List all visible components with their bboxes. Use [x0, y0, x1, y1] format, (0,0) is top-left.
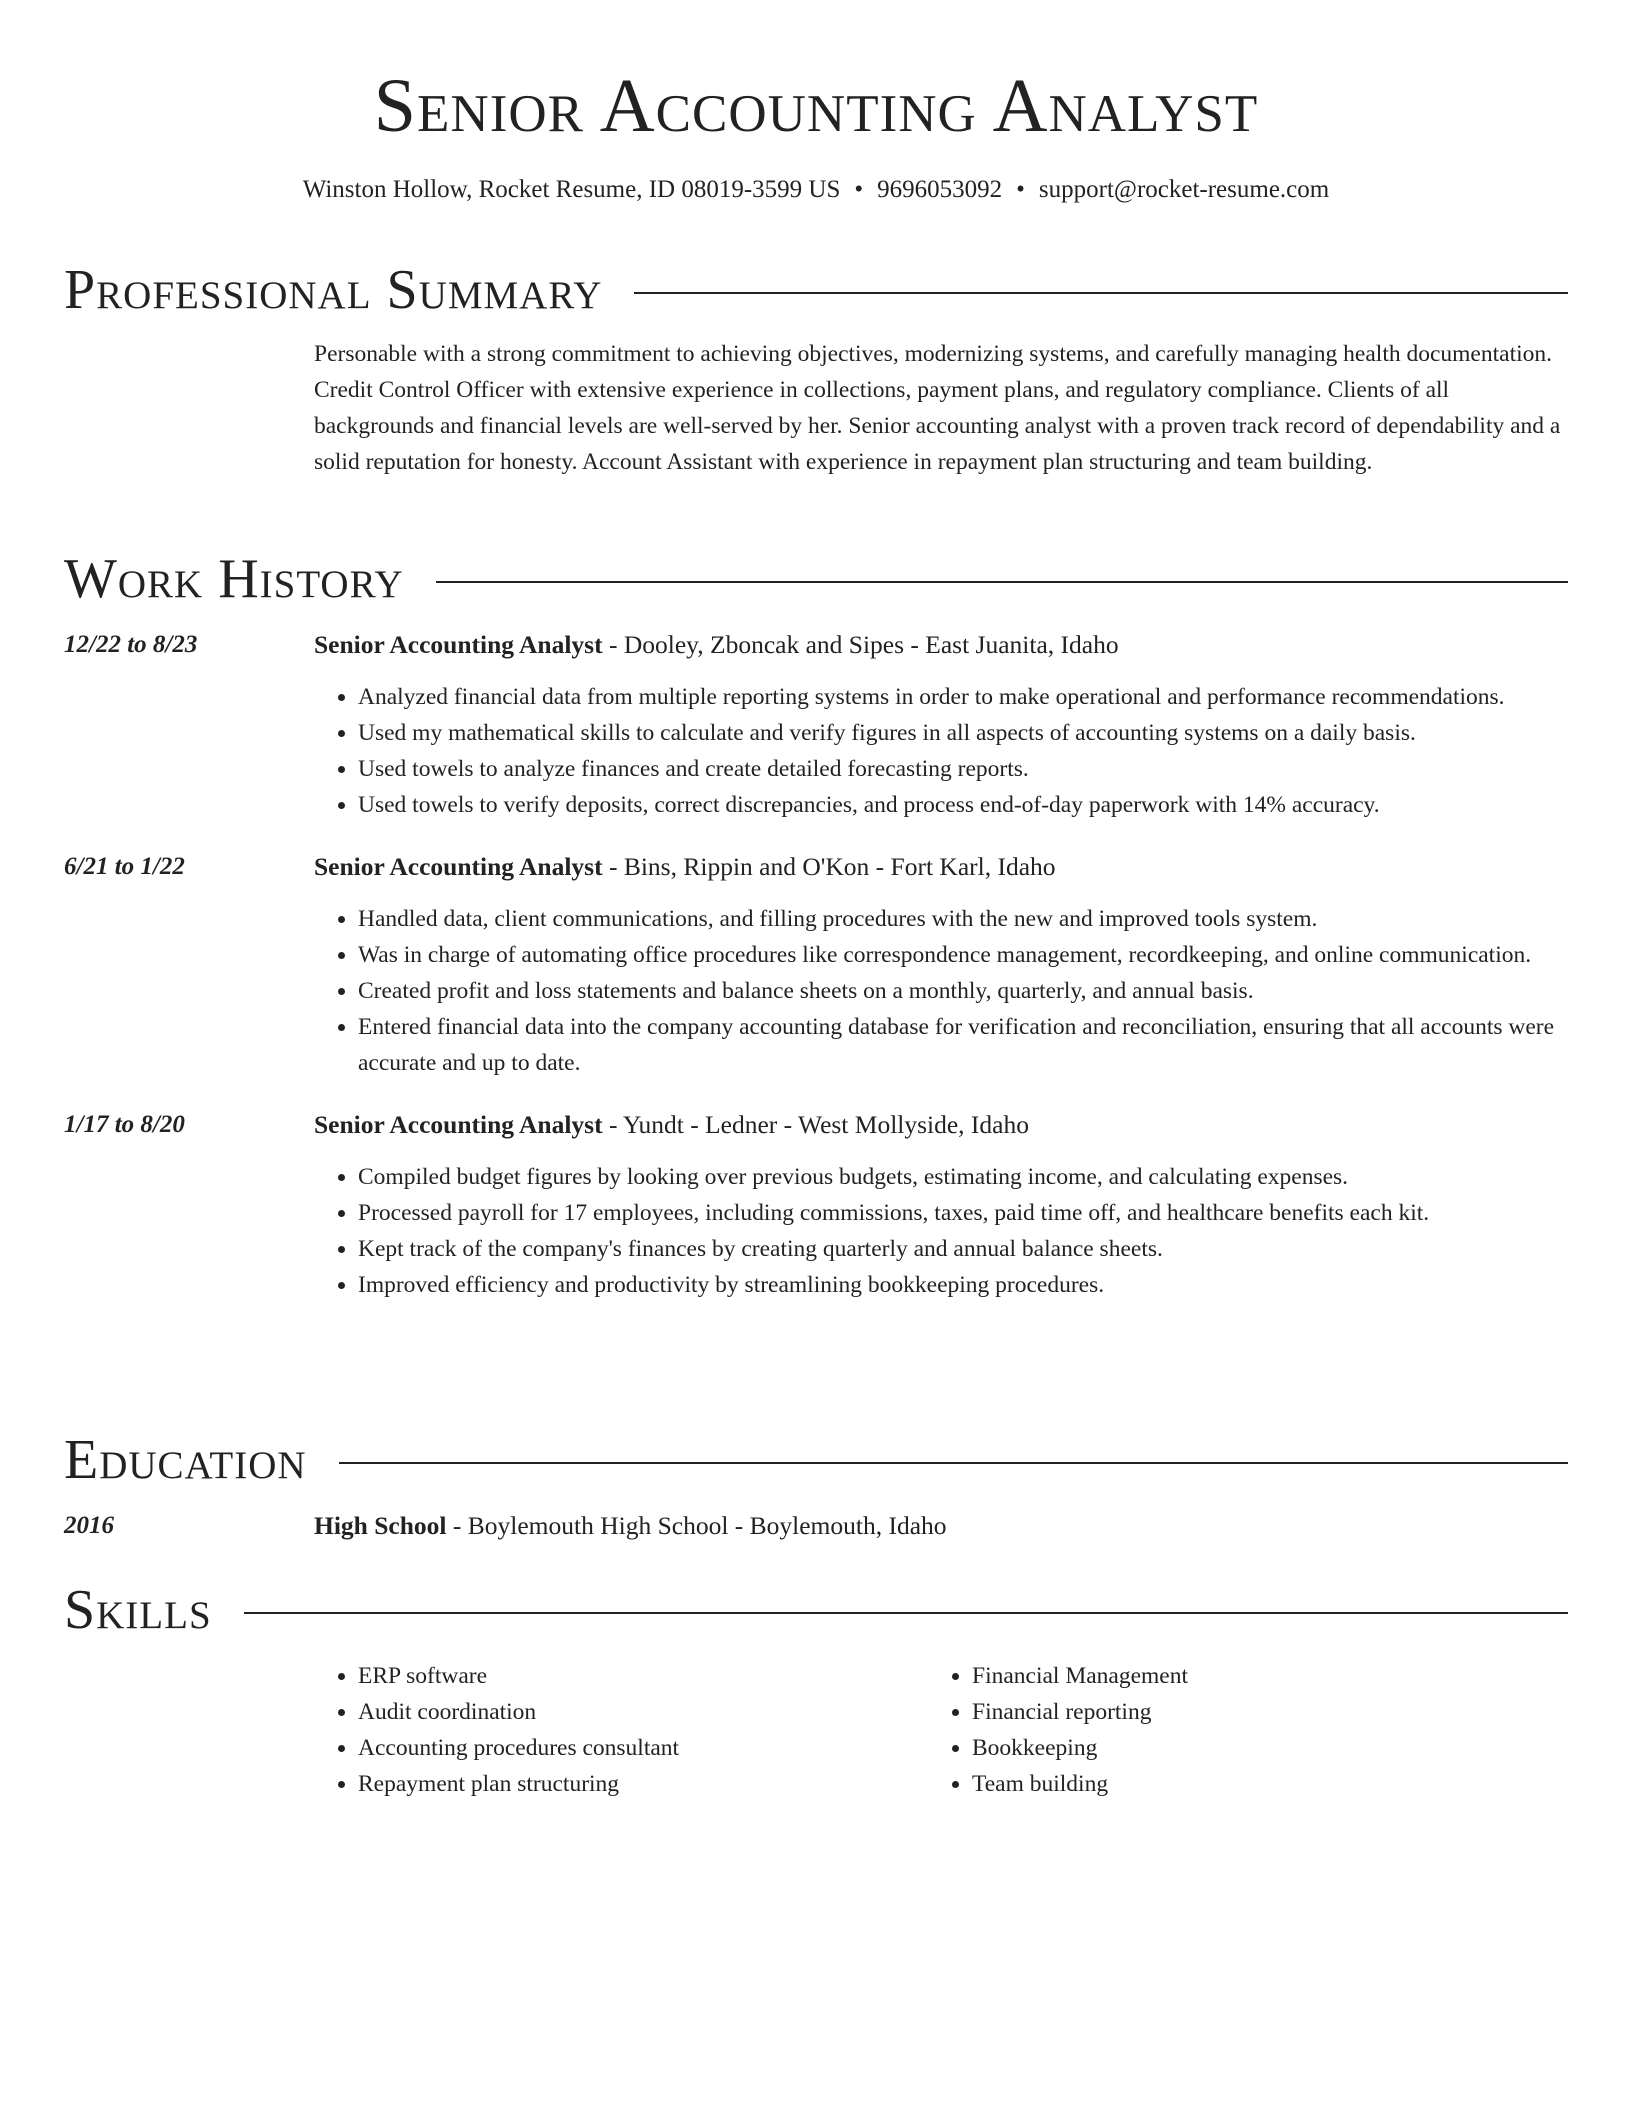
work-heading-row	[64, 547, 1568, 611]
skill-item: • Financial Management	[972, 1658, 1542, 1694]
job-bullet: • Used towels to verify deposits, correct discrepancies, and process end-of-day paperwork with 14% accuracy.	[358, 787, 1568, 823]
job-details: - Bins, Rippin and O'Kon - Fort Karl, Idaho	[602, 852, 1056, 881]
resume-name: Senior Accounting Analyst	[373, 64, 1259, 148]
job-title-line	[314, 627, 1568, 663]
job-title: Senior Accounting Analyst	[314, 630, 603, 659]
education-entry	[64, 1508, 1568, 1544]
contact-phone: 9696053092	[877, 176, 1003, 203]
job-bullet: • Compiled budget figures by looking over previous budgets, estimating income, and calculating expenses.	[358, 1159, 1568, 1195]
work-history-heading: Work History	[64, 548, 404, 610]
education-section	[64, 1428, 1568, 1544]
summary-heading: Professional Summary	[64, 259, 603, 321]
contact-separator: •	[1016, 176, 1025, 203]
contact-line	[64, 174, 1568, 206]
job-entry	[64, 849, 1568, 1081]
contact-address: Winston Hollow, Rocket Resume, ID 08019-3599 US	[302, 176, 841, 203]
summary-text: Personable with a strong commitment to achieving objectives, modernizing systems, and carefully managing health documentation. Credit Control Officer with extensive experience in collections, payment plans, and regulatory compliance. Clients of all backgrounds and financial levels are well-served by her. Senior accounting analyst with a proven track record of dependability and a solid reputation for honesty. Account Assistant with experience in repayment plan structuring and team building.	[314, 341, 1561, 475]
job-bullet: • Used my mathematical skills to calculate and verify figures in all aspects of accounting systems on a daily basis.	[358, 715, 1568, 751]
skills-column-left	[314, 1658, 928, 1802]
education-details: - Boylemouth High School - Boylemouth, Idaho	[446, 1511, 947, 1540]
skills-section	[64, 1578, 1568, 1802]
summary-section	[64, 258, 1568, 480]
contact-email: support@rocket-resume.com	[1038, 176, 1330, 203]
job-dates: 1/17 to 8/20	[64, 1111, 185, 1138]
skills-heading-row	[64, 1578, 1568, 1642]
job-bullet: • Was in charge of automating office procedures like correspondence management, recordkeeping, and online communication.	[358, 937, 1568, 973]
job-title-line	[314, 1107, 1568, 1143]
skill-item: • Audit coordination	[358, 1694, 928, 1730]
job-bullet: • Improved efficiency and productivity by streamlining bookkeeping procedures.	[358, 1267, 1568, 1303]
education-degree: High School	[314, 1511, 447, 1540]
job-bullet: • Handled data, client communications, and filling procedures with the new and improved tools system.	[358, 901, 1568, 937]
section-divider	[634, 292, 1568, 294]
skills-heading: Skills	[64, 1579, 212, 1641]
skills-column-right	[928, 1658, 1542, 1802]
skill-item: • Bookkeeping	[972, 1730, 1542, 1766]
section-divider	[244, 1612, 1568, 1614]
job-title: Senior Accounting Analyst	[314, 1110, 603, 1139]
job-title: Senior Accounting Analyst	[314, 852, 603, 881]
contact-separator: •	[854, 176, 864, 203]
job-bullets	[314, 679, 1568, 823]
skill-item: • Accounting procedures consultant	[358, 1730, 928, 1766]
skill-item: • ERP software	[358, 1658, 928, 1694]
job-bullet: • Analyzed financial data from multiple reporting systems in order to make operational and performance recommendations.	[358, 679, 1568, 715]
skill-item: • Team building	[972, 1766, 1542, 1802]
education-heading-row	[64, 1428, 1568, 1492]
education-heading: Education	[64, 1429, 307, 1491]
job-bullet: • Created profit and loss statements and balance sheets on a monthly, quarterly, and annual basis.	[358, 973, 1568, 1009]
job-bullet: • Used towels to analyze finances and create detailed forecasting reports.	[358, 751, 1568, 787]
section-divider	[339, 1462, 1568, 1464]
job-bullets	[314, 1159, 1568, 1303]
skill-item: • Financial reporting	[972, 1694, 1542, 1730]
summary-heading-row	[64, 258, 1568, 322]
job-dates: 6/21 to 1/22	[64, 853, 185, 880]
skill-item: • Repayment plan structuring	[358, 1766, 928, 1802]
work-history-section	[64, 547, 1568, 1303]
skills-grid	[314, 1658, 1568, 1802]
job-bullets	[314, 901, 1568, 1081]
section-divider	[436, 581, 1568, 583]
job-bullet: • Entered financial data into the company accounting database for verification and reconciliation, ensuring that all accounts were accurate and up to date.	[358, 1009, 1568, 1081]
job-details: - Yundt - Ledner - West Mollyside, Idaho	[602, 1110, 1029, 1139]
job-entry	[64, 1107, 1568, 1303]
job-title-line	[314, 849, 1568, 885]
education-line	[314, 1508, 947, 1544]
resume-page	[64, 0, 1568, 1797]
job-bullet: • Processed payroll for 17 employees, including commissions, taxes, paid time off, and healthcare benefits each kit.	[358, 1195, 1568, 1231]
job-entry	[64, 627, 1568, 823]
job-bullet: • Kept track of the company's finances by creating quarterly and annual balance sheets.	[358, 1231, 1568, 1267]
job-details: - Dooley, Zboncak and Sipes - East Juanita, Idaho	[602, 630, 1119, 659]
education-year: 2016	[64, 1512, 114, 1539]
job-dates: 12/22 to 8/23	[64, 631, 198, 658]
